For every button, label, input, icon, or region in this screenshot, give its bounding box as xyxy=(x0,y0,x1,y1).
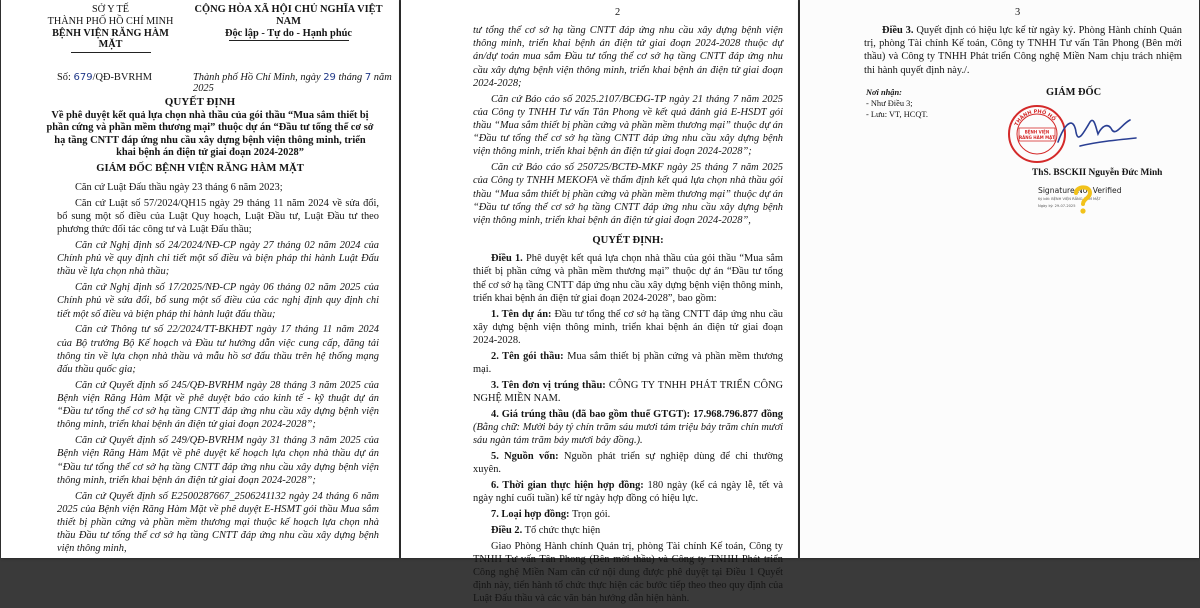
article-3 xyxy=(864,24,1182,77)
org-line-1: SỞ Y TẾ xyxy=(92,4,129,15)
article-1-item-7 xyxy=(473,508,783,521)
recipients-label: Nơi nhận: xyxy=(866,88,902,97)
article-1-item-3 xyxy=(473,379,783,405)
doc-number-suffix: /QĐ-BVRHM xyxy=(92,72,153,83)
legal-basis-item: Căn cứ Thông tư số 22/2024/TT-BKHĐT ngày 17 tháng 11 năm 2024 của Bộ trưởng Bộ Kế hoạch và Đầu tư hướng dẫn việc cung cấp, đăng tải thông tin về lựa chọn nhà thầu và mẫu hồ sơ đấu thầu trên hệ thống mạng đấu thầu quốc gia; xyxy=(57,324,379,376)
article-1-item-6 xyxy=(473,479,783,505)
decide-heading: QUYẾT ĐỊNH: xyxy=(592,235,664,247)
place-prefix: Thành phố Hồ Chí Minh, ngày xyxy=(193,72,321,83)
item-7-text: Trọn gói. xyxy=(571,509,611,521)
signature-detail: Ký bởi: BỆNH VIỆN RĂNG HÀM MẶT xyxy=(1038,197,1101,201)
legal-basis-item: Căn cứ Luật số 57/2024/QH15 ngày 29 tháng 11 năm 2024 về sửa đổi, bổ sung một số điều của Luật Quy hoạch, Luật Đầu tư, Luật Đầu tư theo phương thức đối tác công tư và Luật Đấu thầu; xyxy=(57,197,379,236)
page-number: 3 xyxy=(1015,7,1021,18)
item-7-label: 7. Loại hợp đồng: xyxy=(491,509,570,521)
nation-line-1: CỘNG HÒA XÃ HỘI CHỦ NGHĨA VIỆT NAM xyxy=(194,4,383,27)
doc-number-prefix: Số: xyxy=(57,72,71,83)
seal-arc-text: THÀNH PHỐ HỒ xyxy=(1013,108,1057,128)
signature-date: Ngày ký: 29-07-2025 xyxy=(1038,203,1076,208)
motto-underline xyxy=(229,40,349,41)
article-2-text: Giao Phòng Hành chính Quản trị, phòng Tài chính Kế toán, Công ty TNHH Tư vấn Tân Phong (Bên mời thầu) và Công ty TNHH Phát triển Công nghệ Miền Nam căn cứ nội dung được phê duyệt tại Điều 1 Quyết định này, tiến hành tổ chức thực hiện các bước tiếp theo theo quy định của Luật Đấu thầu và các văn bản hướng dẫn hiện hành. xyxy=(473,540,783,605)
article-1-item-4 xyxy=(473,408,783,448)
recipient-item: - Như Điều 3; xyxy=(866,99,913,108)
continuation-text: tư tổng thể cơ sở hạ tầng CNTT đáp ứng nhu cầu xây dựng bệnh viện thông minh, triển khai bệnh án điện tử giai đoạn 2024-2028 thuộc dự án/dự toán mua sắm Đầu tư tổng thể cơ sở hạ tầng CNTT đáp ứng nhu cầu xây dựng bệnh viện thông minh, triển khai bệnh án điện tử giai đoạn 2024-2028; xyxy=(473,25,783,89)
article-1-label: Điều 1. xyxy=(491,253,523,265)
svg-text:RĂNG HÀM MẶT: RĂNG HÀM MẶT xyxy=(1019,135,1055,140)
article-1-item-1 xyxy=(473,308,783,348)
date-day-handwritten: 29 xyxy=(323,72,336,83)
legal-basis-item: Căn cứ Nghị định số 17/2025/NĐ-CP ngày 06 tháng 02 năm 2025 của Chính phủ về sửa đổi, bổ sung một số điều của các nghị định quy định chi tiết một số điều và biện pháp thi hành luật đấu thầu; xyxy=(57,282,379,320)
national-motto-header xyxy=(186,4,391,41)
item-6-text: 180 ngày (kể cả ngày lễ, tết và ngày nghỉ cuối tuần) kể từ ngày hợp đồng có hiệu lực. xyxy=(473,480,783,505)
document-number xyxy=(57,72,152,83)
article-3-label: Điều 3. xyxy=(882,25,914,36)
article-2-title: Tổ chức thực hiện xyxy=(524,524,601,536)
page-number: 2 xyxy=(615,7,621,18)
decision-subject: Về phê duyệt kết quả lựa chọn nhà thầu của gói thầu “Mua sắm thiết bị phần cứng và phần mềm thương mại” thuộc dự án “Đầu tư tổng thể cơ sở hạ tầng CNTT đáp ứng nhu cầu xây dựng bệnh viện thông minh, triển khai bệnh án điện tử giai đoạn 2024-2028” xyxy=(46,110,374,158)
legal-basis-item: Căn cứ Báo cáo số 250725/BCTĐ-MKF ngày 25 tháng 7 năm 2025 của Công ty TNHH MEKOFA về thẩm định kết quả lựa chọn nhà thầu gói thầu “Mua sắm thiết bị phần cứng và phần mềm thương mại” thuộc dự án “Đầu tư tổng thể cơ sở hạ tầng CNTT đáp ứng nhu cầu xây dựng bệnh viện thông minh, triển khai bệnh án điện tử giai đoạn 2024-2028”, xyxy=(473,162,784,227)
item-5-label: 5. Nguồn vốn: xyxy=(491,451,559,463)
document-page-2 xyxy=(401,0,798,605)
handwritten-signature xyxy=(1036,102,1146,162)
place-and-date xyxy=(193,72,399,94)
verification-question-icon xyxy=(1070,182,1096,216)
director-title: GIÁM ĐỐC xyxy=(1046,87,1102,98)
document-page-1 xyxy=(1,0,399,558)
item-6-label: 6. Thời gian thực hiện hợp đồng: xyxy=(491,480,644,492)
date-month-handwritten: 7 xyxy=(364,72,372,83)
article-1 xyxy=(473,252,783,305)
signer-name: ThS. BSCKII Nguyễn Đức Minh xyxy=(1032,168,1163,178)
authority-line: GIÁM ĐỐC BỆNH VIỆN RĂNG HÀM MẶT xyxy=(96,163,304,174)
article-1-text: Phê duyệt kết quả lựa chọn nhà thầu của gói thầu “Mua sắm thiết bị phần cứng và phần mềm thương mại” thuộc dự án “Đầu tư tổng thể cơ sở hạ tầng CNTT đáp ứng nhu cầu xây dựng bệnh viện thông minh, triển khai bệnh án điện tử giai đoạn 2024-2028”, bao gồm: xyxy=(473,253,783,304)
item-2-label: 2. Tên gói thầu: xyxy=(491,350,564,362)
date-month-word: tháng xyxy=(338,72,363,83)
date-year: năm 2025 xyxy=(193,72,392,94)
decision-title: QUYẾT ĐỊNH xyxy=(164,96,236,108)
article-3-text: Quyết định có hiệu lực kể từ ngày ký. Phòng Hành chính Quản trị, phòng Tài chính Kế toán, Công ty TNHH Tư vấn Tân Phong (Bên mời thầu) và Công ty TNHH Phát triển Công nghệ Miền Nam chịu trách nhiệm thi hành quyết định này./. xyxy=(864,25,1182,76)
legal-bases xyxy=(57,181,379,558)
legal-basis-item: Căn cứ Nghị định số 24/2024/NĐ-CP ngày 27 tháng 02 năm 2024 của Chính phủ về quy định chi tiết một số điều và biện pháp thi hành Luật Đấu thầu về lựa chọn nhà thầu; xyxy=(57,240,379,278)
item-1-label: 1. Tên dự án: xyxy=(491,308,552,320)
doc-number-handwritten: 679 xyxy=(73,72,93,83)
article-2-label: Điều 2. xyxy=(491,524,523,536)
org-line-2: THÀNH PHỐ HỒ CHÍ MINH xyxy=(47,15,174,27)
item-3-label: 3. Tên đơn vị trúng thầu: xyxy=(491,379,606,391)
legal-basis-item: Căn cứ Luật Đấu thầu ngày 23 tháng 6 năm 2023; xyxy=(75,182,283,193)
article-1-item-5 xyxy=(473,450,783,476)
document-page-3 xyxy=(800,0,1199,558)
item-5-text: Nguồn phát triển sự nghiệp dùng để chi thường xuyên. xyxy=(473,451,783,476)
article-1-item-2 xyxy=(473,350,783,376)
item-3-text: CÔNG TY TNHH PHÁT TRIỂN CÔNG NGHỆ MIỀN NAM. xyxy=(473,379,783,405)
issuing-authority-header xyxy=(43,4,178,53)
signature-status: Signature Not Verified xyxy=(1038,186,1122,195)
recipients-block xyxy=(866,87,928,120)
legal-basis-item: Căn cứ Báo cáo số 2025.2107/BCĐG-TP ngày 21 tháng 7 năm 2025 của Công ty TNHH Tư vấn Tân Phong về kết quả đánh giá E-HSDT gói thầu “Mua sắm thiết bị phần cứng và phần mềm thương mại” thuộc dự án “Đầu tư tổng thể cơ sở hạ tầng CNTT đáp ứng nhu cầu xây dựng bệnh viện thông minh, triển khai bệnh án điện tử giai đoạn 2024-2028”; xyxy=(473,93,784,158)
article-2 xyxy=(473,524,783,537)
item-4-label: 4. Giá trúng thầu (đã bao gồm thuế GTGT): 17.968.796.877 đồng xyxy=(491,408,783,420)
legal-basis-item: Căn cứ Quyết định số 249/QĐ-BVRHM ngày 31 tháng 3 năm 2025 của Bệnh viện Răng Hàm Mặt về phê duyệt kế hoạch lựa chọn nhà thầu dự án “Đầu tư tổng thể cơ sở hạ tầng CNTT đáp ứng nhu cầu xây dựng bệnh viện thông minh, triển khai bệnh án điện tử giai đoạn 2024-2028”; xyxy=(57,435,379,486)
page-2-body xyxy=(473,24,783,608)
page-3-body xyxy=(864,24,1182,77)
item-4-text: (Bằng chữ: Mười bảy tỷ chín trăm sáu mươi tám triệu bảy trăm chín mươi sáu ngàn tám trăm bảy mươi bảy đồng.). xyxy=(473,422,783,447)
svg-text:BỆNH VIỆN: BỆNH VIỆN xyxy=(1024,129,1050,135)
org-line-3: BỆNH VIỆN RĂNG HÀM MẶT xyxy=(52,27,169,51)
item-2-text: Mua sắm thiết bị phần cứng và phần mềm thương mại. xyxy=(473,350,783,376)
legal-basis-item: Căn cứ Quyết định số 245/QĐ-BVRHM ngày 28 tháng 3 năm 2025 của Bệnh viện Răng Hàm Mặt về phê duyệt báo cáo kinh tế - kỹ thuật dự án “Đầu tư tổng thể cơ sở hạ tầng CNTT đáp ứng nhu cầu xây dựng bệnh viện thông minh, triển khai bệnh án điện tử giai đoạn 2024-2028”; xyxy=(57,379,379,431)
recipient-item: - Lưu: VT, HCQT. xyxy=(866,110,928,119)
nation-line-2: Độc lập - Tự do - Hạnh phúc xyxy=(224,27,352,39)
item-1-text: Đầu tư tổng thể cơ sở hạ tầng CNTT đáp ứng nhu cầu xây dựng bệnh viện thông minh, triển khai bệnh án điện tử giai đoạn 2024-2028. xyxy=(473,308,783,347)
header-underline xyxy=(71,52,151,53)
legal-basis-item: Căn cứ Quyết định số E2500287667_2506241132 ngày 24 tháng 6 năm 2025 của Bệnh viện Răng Hàm Mặt về phê duyệt E-HSMT gói thầu Mua sắm thiết bị phần cứng và phần mềm thương mại thuộc kế hoạch lựa chọn nhà thầu Đầu tư tổng thể cơ sở hạ tầng CNTT đáp ứng nhu cầu xây dựng bệnh viện thông minh, xyxy=(57,490,379,555)
